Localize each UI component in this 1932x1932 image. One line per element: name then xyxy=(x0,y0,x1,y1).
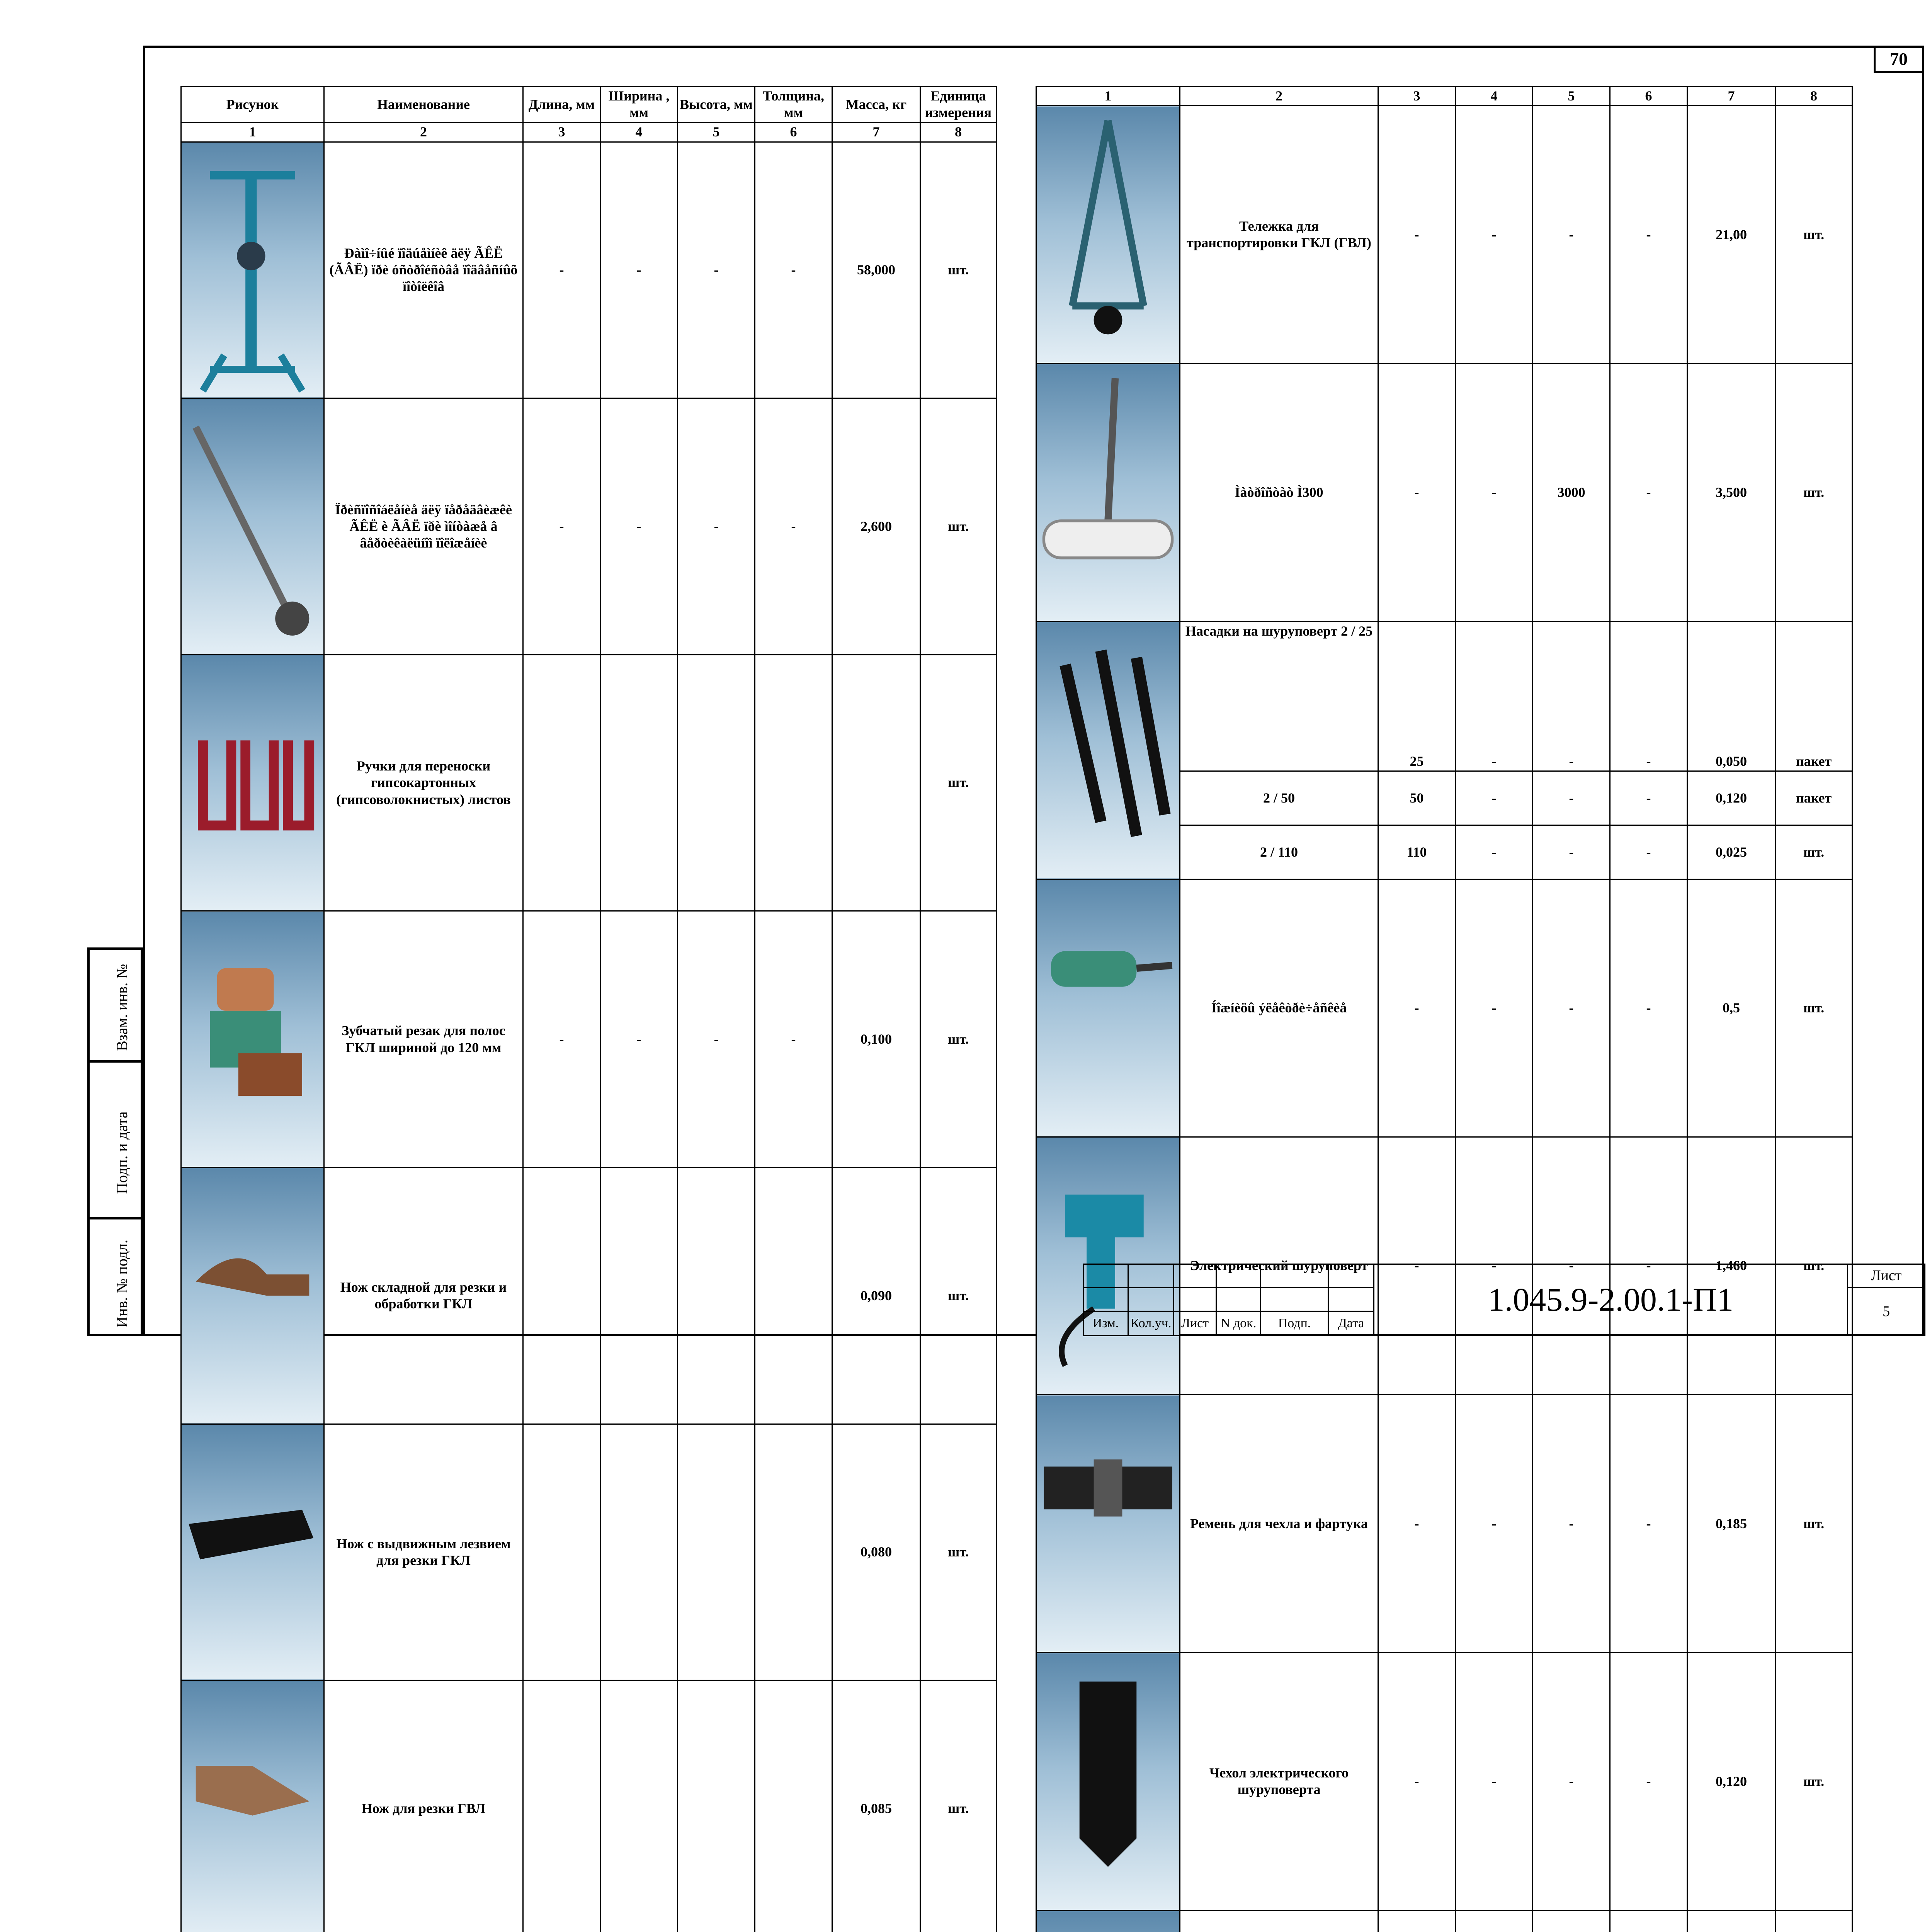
item-height: - xyxy=(1533,1395,1610,1653)
item-thickness: - xyxy=(1610,1653,1687,1910)
item-height: - xyxy=(1533,771,1610,825)
item-width xyxy=(600,655,678,911)
table-row xyxy=(1036,1395,1852,1653)
item-mass: 0,090 xyxy=(832,1167,920,1424)
item-width: - xyxy=(600,911,678,1168)
item-thickness: - xyxy=(1610,825,1687,879)
item-unit: шт. xyxy=(920,655,997,911)
table-row xyxy=(1036,879,1852,1137)
stamp-cell xyxy=(1174,1264,1216,1288)
item-name: Ðàìî÷íûé ïîäúåìíèê äëÿ ÃÊË (ÃÂË) ïðè óñòðîéñòâå ïîäâåñíûõ ïîòîëêîâ xyxy=(324,142,523,398)
item-mass: 0,050 xyxy=(1687,621,1776,771)
table-row xyxy=(1036,364,1852,621)
stamp-col-date: Дата xyxy=(1328,1311,1374,1335)
item-width: - xyxy=(1456,106,1533,364)
item-name xyxy=(1180,1910,1378,1932)
header-unit: Единица измерения xyxy=(920,87,997,122)
table-row xyxy=(181,655,997,911)
item-width: - xyxy=(1456,771,1533,825)
item-thickness: - xyxy=(1610,1395,1687,1653)
item-length: 25 xyxy=(1378,621,1456,771)
item-name: Ремень для чехла и фартука xyxy=(1180,1395,1378,1653)
table-row xyxy=(1036,1653,1852,1910)
sheet-number: 5 xyxy=(1848,1287,1925,1335)
roller-icon xyxy=(1036,364,1180,621)
col-number: 1 xyxy=(1036,87,1180,106)
item-unit: шт. xyxy=(1776,106,1852,364)
item-name: Ìàòðîñòàò Ì300 xyxy=(1180,364,1378,621)
item-mass: 0,080 xyxy=(832,1424,920,1680)
item-thickness xyxy=(755,1167,832,1424)
item-height xyxy=(678,655,755,911)
item-width xyxy=(1456,1910,1533,1932)
item-thickness xyxy=(755,655,832,911)
toothed-cutter-icon xyxy=(181,911,324,1168)
col-number: 5 xyxy=(1533,87,1610,106)
item-height: - xyxy=(678,398,755,655)
header-thickness: Толщина, мм xyxy=(755,87,832,122)
title-block xyxy=(1083,1264,1924,1336)
col-number: 8 xyxy=(1776,87,1852,106)
item-height: - xyxy=(1533,1653,1610,1910)
right-equipment-table xyxy=(1036,86,1853,1932)
item-unit: шт. xyxy=(920,142,997,398)
item-name: Нож с выдвижным лезвием для резки ГКЛ xyxy=(324,1424,523,1680)
table-row xyxy=(181,398,997,655)
col-number: 2 xyxy=(324,122,523,142)
sheet-label: Лист xyxy=(1848,1264,1925,1288)
header-picture: Рисунок xyxy=(181,87,324,122)
item-length: - xyxy=(1378,1653,1456,1910)
table-row xyxy=(181,1167,997,1424)
col-number: 7 xyxy=(1687,87,1776,106)
document-code: 1.045.9-2.00.1-П1 xyxy=(1374,1264,1848,1336)
table-row xyxy=(1036,106,1852,364)
table-row xyxy=(1036,621,1852,771)
item-length: - xyxy=(1378,364,1456,621)
right-number-row xyxy=(1036,87,1852,106)
item-length xyxy=(1378,1910,1456,1932)
retractable-knife-icon xyxy=(181,1424,324,1680)
item-mass: 2,600 xyxy=(832,398,920,655)
item-length xyxy=(523,1167,600,1424)
stamp-cell xyxy=(1128,1287,1174,1311)
header-length: Длина, мм xyxy=(523,87,600,122)
item-length xyxy=(523,655,600,911)
item-width: - xyxy=(1456,1395,1533,1653)
shears-icon xyxy=(1036,879,1180,1137)
item-length xyxy=(523,1680,600,1932)
item-name: Ïðèñïîñîáëåíèå äëÿ ïåðåäâèæêè ÃÊË è ÃÂË ïðè ìîíòàæå â âåðòèêàëüíîì ïîëîæåíèè xyxy=(324,398,523,655)
item-width xyxy=(600,1167,678,1424)
item-mass: 21,00 xyxy=(1687,106,1776,364)
col-number: 4 xyxy=(600,122,678,142)
bits-icon xyxy=(1036,621,1180,879)
table-row xyxy=(1036,1910,1852,1932)
item-unit: пакет xyxy=(1776,771,1852,825)
holster-icon xyxy=(1036,1653,1180,1910)
left-equipment-table xyxy=(180,86,997,1932)
handles-icon xyxy=(181,655,324,911)
sidebar-label: Взам. инв. № xyxy=(113,964,131,1051)
col-number: 1 xyxy=(181,122,324,142)
item-width: - xyxy=(1456,1137,1533,1395)
apron-icon xyxy=(1036,1910,1180,1932)
sidebar-sign-date xyxy=(87,1060,143,1219)
knife-icon xyxy=(181,1680,324,1932)
item-name: Электрический шуруповерт xyxy=(1180,1137,1378,1395)
item-unit: шт. xyxy=(1776,1653,1852,1910)
col-number: 7 xyxy=(832,122,920,142)
table-row xyxy=(181,142,997,398)
item-height: - xyxy=(1533,825,1610,879)
col-number: 3 xyxy=(1378,87,1456,106)
item-length: 110 xyxy=(1378,825,1456,879)
item-height: - xyxy=(1533,879,1610,1137)
item-height xyxy=(678,1424,755,1680)
item-width xyxy=(600,1424,678,1680)
page-number: 70 xyxy=(1874,48,1922,73)
item-name: Нож складной для резки и обработки ГКЛ xyxy=(324,1167,523,1424)
item-width: - xyxy=(1456,364,1533,621)
item-unit: шт. xyxy=(920,1424,997,1680)
item-height: - xyxy=(1533,106,1610,364)
item-width: - xyxy=(1456,879,1533,1137)
item-height: - xyxy=(678,911,755,1168)
item-thickness: - xyxy=(1610,1137,1687,1395)
item-mass: 0,5 xyxy=(1687,879,1776,1137)
item-length: - xyxy=(523,142,600,398)
item-length: - xyxy=(1378,1137,1456,1395)
header-mass: Масса, кг xyxy=(832,87,920,122)
item-unit: шт. xyxy=(1776,879,1852,1137)
item-thickness: - xyxy=(1610,771,1687,825)
stamp-col-sign: Подп. xyxy=(1261,1311,1328,1335)
item-unit xyxy=(1776,1910,1852,1932)
item-length: 50 xyxy=(1378,771,1456,825)
item-mass: 0,025 xyxy=(1687,825,1776,879)
item-width: - xyxy=(1456,1653,1533,1910)
stamp-cell xyxy=(1328,1264,1374,1288)
table-row xyxy=(181,911,997,1168)
col-number: 8 xyxy=(920,122,997,142)
col-number: 5 xyxy=(678,122,755,142)
item-unit: шт. xyxy=(920,398,997,655)
item-width: - xyxy=(600,142,678,398)
item-mass xyxy=(832,655,920,911)
stamp-col-change: Изм. xyxy=(1083,1311,1128,1335)
item-thickness: - xyxy=(755,142,832,398)
item-length: - xyxy=(1378,106,1456,364)
item-unit: шт. xyxy=(1776,1395,1852,1653)
item-length: - xyxy=(523,398,600,655)
item-width: - xyxy=(1456,621,1533,771)
item-unit: шт. xyxy=(1776,825,1852,879)
item-thickness xyxy=(755,1424,832,1680)
item-mass xyxy=(1687,1910,1776,1932)
item-unit: шт. xyxy=(1776,1137,1852,1395)
item-height: - xyxy=(1533,1137,1610,1395)
item-unit: пакет xyxy=(1776,621,1852,771)
left-number-row xyxy=(181,122,997,142)
item-unit: шт. xyxy=(920,911,997,1168)
item-thickness: - xyxy=(1610,621,1687,771)
header-height: Высота, мм xyxy=(678,87,755,122)
item-mass: 3,500 xyxy=(1687,364,1776,621)
item-width xyxy=(600,1680,678,1932)
col-number: 2 xyxy=(1180,87,1378,106)
stamp-cell xyxy=(1216,1264,1261,1288)
col-number: 6 xyxy=(755,122,832,142)
item-name: Насадки на шуруповерт 2 / 25 xyxy=(1180,621,1378,771)
stamp-cell xyxy=(1328,1287,1374,1311)
sidebar-replaced-inv xyxy=(87,947,143,1063)
item-mass: 0,120 xyxy=(1687,1653,1776,1910)
item-length: - xyxy=(1378,1395,1456,1653)
table-row xyxy=(181,1680,997,1932)
item-length: - xyxy=(1378,879,1456,1137)
item-height: 3000 xyxy=(1533,364,1610,621)
stamp-col-sheet: Лист xyxy=(1174,1311,1216,1335)
item-mass: 58,000 xyxy=(832,142,920,398)
item-height xyxy=(1533,1910,1610,1932)
item-thickness: - xyxy=(1610,364,1687,621)
stamp-cell xyxy=(1261,1287,1328,1311)
sidebar-label: Инв. № подл. xyxy=(113,1240,131,1328)
table-row xyxy=(181,1424,997,1680)
item-mass: 0,100 xyxy=(832,911,920,1168)
item-name: Íîæíèöû ýëåêòðè÷åñêèå xyxy=(1180,879,1378,1137)
item-unit: шт. xyxy=(920,1167,997,1424)
item-thickness xyxy=(755,1680,832,1932)
item-name: Зубчатый резак для полос ГКЛ шириной до 120 мм xyxy=(324,911,523,1168)
item-name: Чехол электрического шуруповерта xyxy=(1180,1653,1378,1910)
stamp-cell xyxy=(1128,1264,1174,1288)
item-mass: 1,460 xyxy=(1687,1137,1776,1395)
header-name: Наименование xyxy=(324,87,523,122)
item-thickness: - xyxy=(755,398,832,655)
stamp-cell xyxy=(1261,1264,1328,1288)
item-height: - xyxy=(1533,621,1610,771)
item-mass: 0,085 xyxy=(832,1680,920,1932)
stamp-cell xyxy=(1083,1264,1128,1288)
stamp-cell xyxy=(1083,1287,1128,1311)
item-length: - xyxy=(523,911,600,1168)
item-name: Нож для резки ГВЛ xyxy=(324,1680,523,1932)
item-width: - xyxy=(1456,825,1533,879)
sidebar-orig-inv xyxy=(87,1217,143,1336)
col-number: 4 xyxy=(1456,87,1533,106)
item-name: 2 / 50 xyxy=(1180,771,1378,825)
item-height: - xyxy=(678,142,755,398)
item-thickness xyxy=(1610,1910,1687,1932)
sidebar-label: Подп. и дата xyxy=(113,1111,131,1194)
item-thickness: - xyxy=(755,911,832,1168)
item-thickness: - xyxy=(1610,879,1687,1137)
stamp-col-doc: N док. xyxy=(1216,1311,1261,1335)
stamp-cell xyxy=(1216,1287,1261,1311)
item-height xyxy=(678,1167,755,1424)
trolley-icon xyxy=(1036,106,1180,364)
col-number: 3 xyxy=(523,122,600,142)
item-height xyxy=(678,1680,755,1932)
item-mass: 0,120 xyxy=(1687,771,1776,825)
stamp-col-count: Кол.уч. xyxy=(1128,1311,1174,1335)
item-name: 2 / 110 xyxy=(1180,825,1378,879)
item-mass: 0,185 xyxy=(1687,1395,1776,1653)
item-unit: шт. xyxy=(1776,364,1852,621)
folding-knife-icon xyxy=(181,1167,324,1424)
cart-icon xyxy=(181,142,324,398)
col-number: 6 xyxy=(1610,87,1687,106)
item-width: - xyxy=(600,398,678,655)
belt-icon xyxy=(1036,1395,1180,1653)
header-width: Ширина , мм xyxy=(600,87,678,122)
mixer-icon xyxy=(181,398,324,655)
item-length xyxy=(523,1424,600,1680)
left-header-row xyxy=(181,87,997,122)
item-name: Тележка для транспортировки ГКЛ (ГВЛ) xyxy=(1180,106,1378,364)
item-unit: шт. xyxy=(920,1680,997,1932)
item-name: Ручки для переноски гипсокартонных (гипсоволокнистых) листов xyxy=(324,655,523,911)
item-thickness: - xyxy=(1610,106,1687,364)
stamp-cell xyxy=(1174,1287,1216,1311)
